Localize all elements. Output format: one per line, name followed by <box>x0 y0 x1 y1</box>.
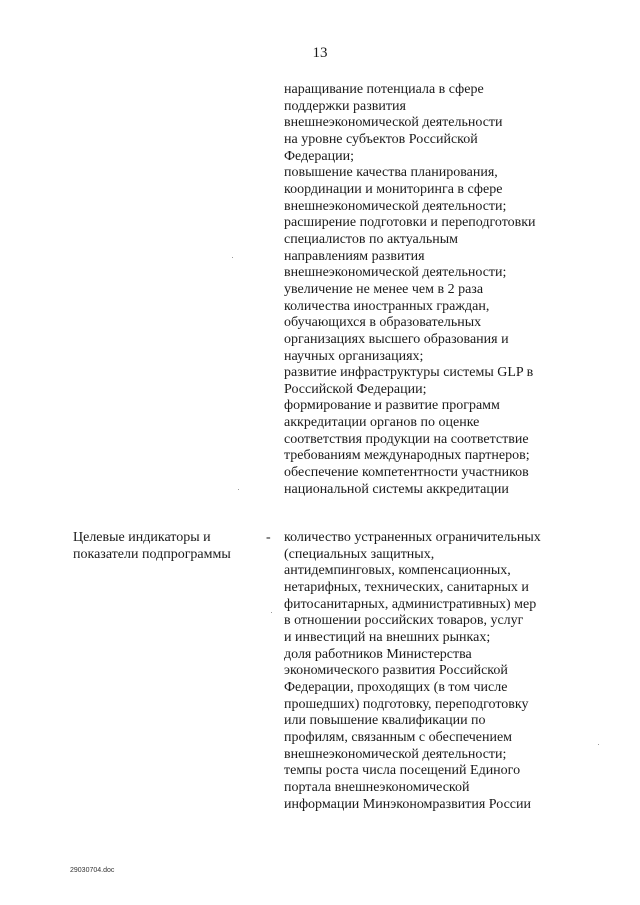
text-line: экономического развития Российской <box>284 663 508 679</box>
footer-filename: 29030704.doc <box>70 867 115 874</box>
scan-speck <box>238 489 239 490</box>
text-line: расширение подготовки и переподготовки <box>284 215 536 231</box>
text-line: соответствия продукции на соответствие <box>284 431 529 447</box>
text-line: в отношении российских товаров, услуг <box>284 613 524 629</box>
text-line: доля работников Министерства <box>284 646 472 662</box>
text-line: темпы роста числа посещений Единого <box>284 763 521 779</box>
indicators-dash: - <box>266 530 271 545</box>
text-line: национальной системы аккредитации <box>284 481 509 497</box>
scan-speck <box>232 257 233 258</box>
scan-speck <box>598 744 599 745</box>
text-line: профилям, связанным с обеспечением <box>284 729 513 745</box>
text-line: количества иностранных граждан, <box>284 298 490 314</box>
text-line: Российской Федерации; <box>284 381 427 397</box>
text-line: Федерации; <box>284 148 355 164</box>
text-line: Федерации, проходящих (в том числе <box>284 679 508 695</box>
text-line: нетарифных, технических, санитарных и <box>284 579 529 595</box>
text-line: направлениям развития <box>284 248 425 264</box>
text-line: антидемпинговых, компенсационных, <box>284 563 511 579</box>
text-line: обучающихся в образовательных <box>284 315 482 331</box>
text-line: аккредитации органов по оценке <box>284 415 480 431</box>
text-line: поддержки развития <box>284 98 406 114</box>
text-line: требованиям международных партнеров; <box>284 448 530 464</box>
text-line: внешнеэкономической деятельности <box>284 115 503 131</box>
text-line: организациях высшего образования и <box>284 331 509 347</box>
text-line: обеспечение компетентности участников <box>284 465 529 481</box>
label-line: показатели подпрограммы <box>73 546 231 562</box>
text-line: наращивание потенциала в сфере <box>284 82 484 97</box>
text-line: фитосанитарных, административных) мер <box>284 596 537 612</box>
text-line: на уровне субъектов Российской <box>284 131 478 147</box>
text-line: или повышение квалификации по <box>284 713 486 729</box>
text-line: и инвестиций на внешних рынках; <box>284 629 491 645</box>
text-line: количество устраненных ограничительных <box>284 530 541 545</box>
text-line: портала внешнеэкономической <box>284 779 470 795</box>
text-line: внешнеэкономической деятельности; <box>284 746 507 762</box>
text-line: повышение качества планирования, <box>284 165 498 181</box>
text-line: прошедших) подготовку, переподготовку <box>284 696 529 712</box>
text-line: (специальных защитных, <box>284 546 435 562</box>
label-line: Целевые индикаторы и <box>73 530 211 545</box>
indicators-label <box>73 530 263 563</box>
indicators-text <box>284 530 584 813</box>
text-line: внешнеэкономической деятельности; <box>284 198 507 214</box>
text-line: внешнеэкономической деятельности; <box>284 265 507 281</box>
text-line: специалистов по актуальным <box>284 231 459 247</box>
text-line: увеличение не менее чем в 2 раза <box>284 281 484 297</box>
page-number: 13 <box>312 45 328 61</box>
text-line: координации и мониторинга в сфере <box>284 181 503 197</box>
goals-continued-text <box>284 82 584 498</box>
text-line: информации Минэкономразвития России <box>284 796 532 812</box>
text-line: научных организациях; <box>284 348 424 364</box>
text-line: формирование и развитие программ <box>284 398 500 414</box>
scan-speck <box>271 612 272 613</box>
text-line: развитие инфраструктуры системы GLP в <box>284 365 534 381</box>
